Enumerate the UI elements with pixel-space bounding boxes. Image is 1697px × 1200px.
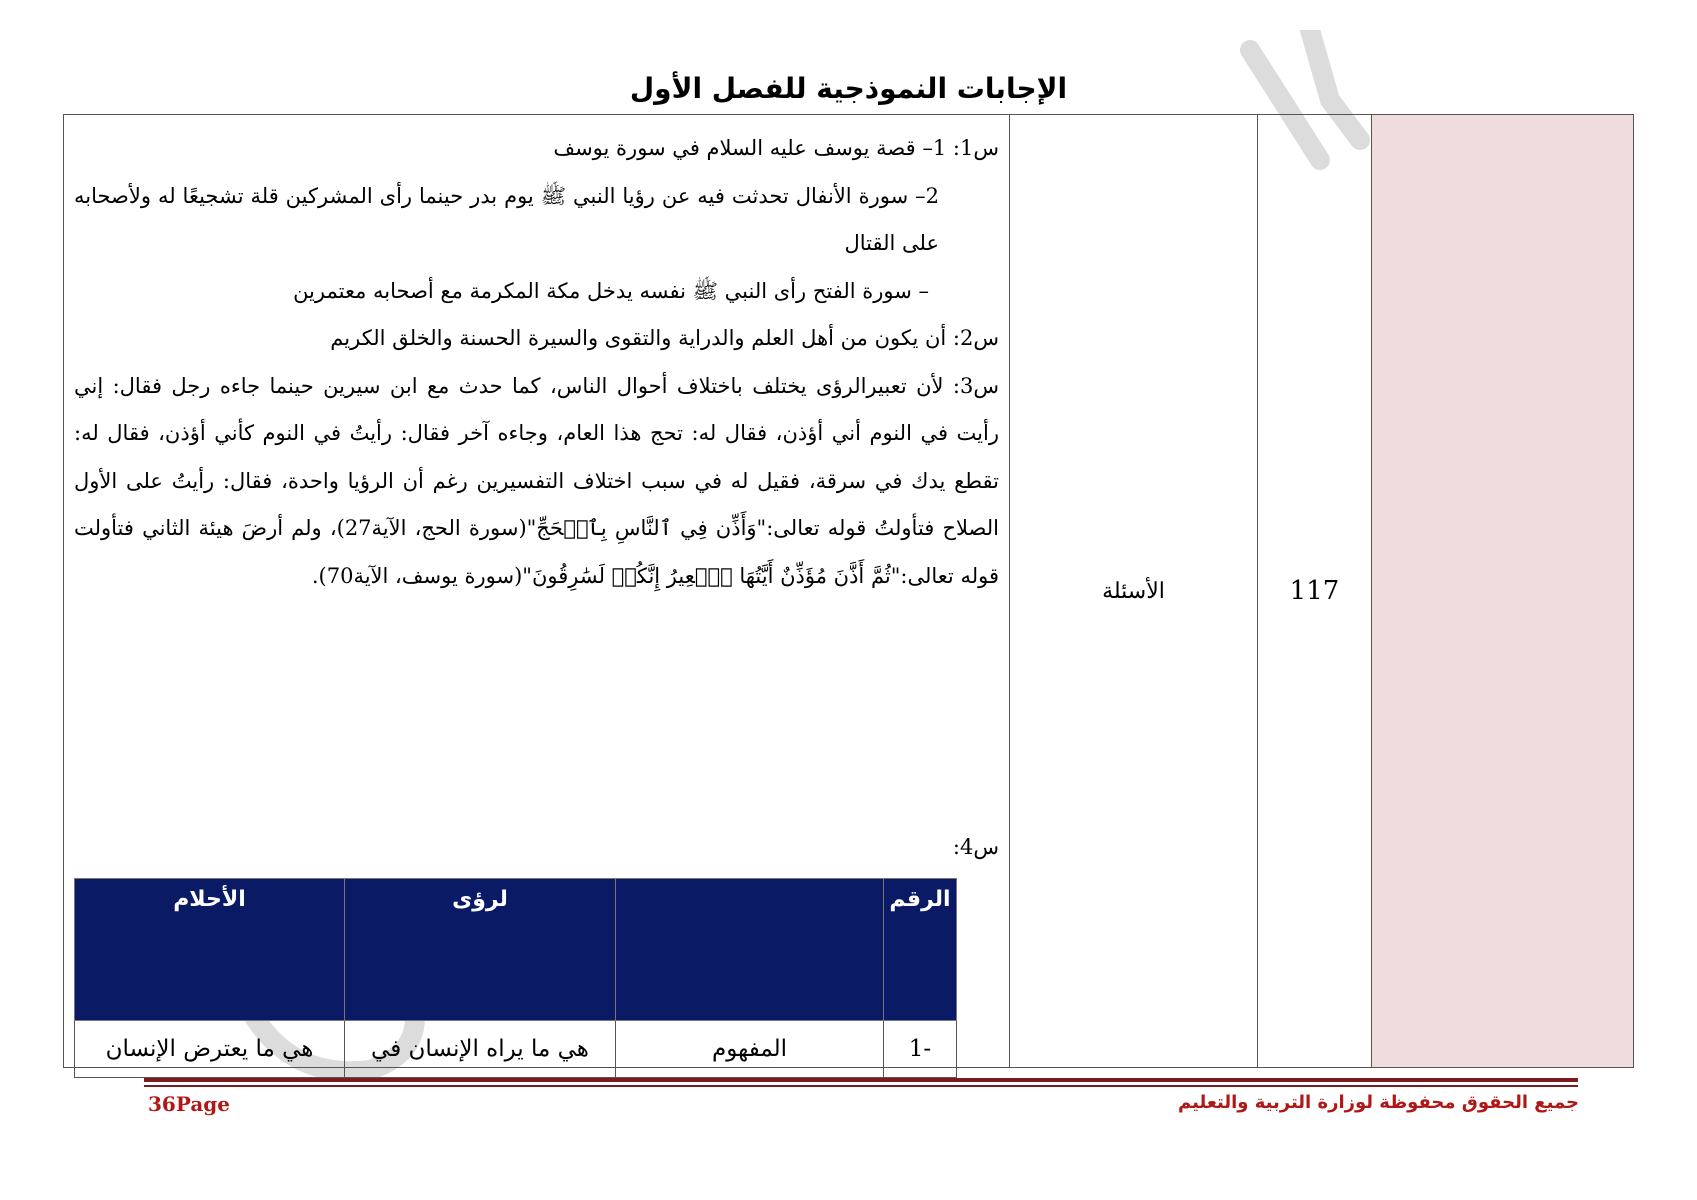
page-title: الإجابات النموذجية للفصل الأول bbox=[629, 72, 1068, 105]
row-term: المفهوم bbox=[616, 1021, 884, 1078]
row-number: -1 bbox=[884, 1021, 957, 1078]
row-visions: هي ما يراه الإنسان في bbox=[345, 1021, 616, 1078]
footer-rights: جميع الحقوق محفوظة لوزارة التربية والتعليم bbox=[1178, 1092, 1579, 1113]
header-number: الرقم bbox=[884, 879, 957, 1021]
answers-cell bbox=[64, 115, 1010, 1068]
answer-q4-label: س4: bbox=[952, 835, 999, 859]
comparison-table bbox=[74, 878, 957, 1078]
header-dreams: الأحلام bbox=[75, 879, 345, 1021]
answer-q1-2: 2– سورة الأنفال تحدثت فيه عن رؤيا النبي ﷺ يوم بدر حينما رأى المشركين قلة تشجيعًا له ولأصحابه على القتال bbox=[74, 183, 939, 255]
table-row bbox=[75, 1021, 957, 1078]
header-blank bbox=[616, 879, 884, 1021]
row-dreams: هي ما يعترض الإنسان bbox=[75, 1021, 345, 1078]
answer-q1-1: س1: 1– قصة يوسف عليه السلام في سورة يوسف bbox=[553, 136, 999, 160]
footer-divider-thin bbox=[144, 1085, 1578, 1087]
page-number-cell: 117 bbox=[1258, 115, 1372, 1068]
footer-divider-thick bbox=[144, 1078, 1578, 1082]
answer-q3: س3: لأن تعبيرالرؤى يختلف باختلاف أحوال الناس، كما حدث مع ابن سيرين حينما جاءه رجل فقال: إني رأيت في النوم أني أؤذن، فقال له: تحج هذا العام، وجاءه آخر فقال: رأيتُ في النوم كأني أؤذن، فقال له: تقطع يدك في سرقة، فقيل له في سبب اختلاف التفسيرين رغم أن الرؤيا واحدة، فقال: رأيتُ على الأول الصلاح فتأولتُ قوله تعالى:"وَأَذِّن فِي ٱلنَّاسِ بِٱلۡحَجِّ"(سورة الحج، الآية27)، ولم أرضَ هيئة الثاني فتأولت قوله تعالى:"ثُمَّ أَذَّنَ مُؤَذِّنٌ أَيَّتُهَا ٱلۡعِيرُ إِنَّكُمۡ لَسَٰرِقُونَ"(سورة يوسف، الآية70). bbox=[74, 373, 999, 588]
answer-q1-3: – سورة الفتح رأى النبي ﷺ نفسه يدخل مكة المكرمة مع أصحابه معتمرين bbox=[293, 278, 929, 303]
header-visions: لرؤى bbox=[345, 879, 616, 1021]
section-cell: الأسئلة bbox=[1010, 115, 1258, 1068]
answer-q2: س2: أن يكون من أهل العلم والدراية والتقوى والسيرة الحسنة والخلق الكريم bbox=[330, 326, 999, 350]
footer-page-number: 36Page bbox=[148, 1092, 231, 1116]
answers-table bbox=[63, 114, 1634, 1068]
answers-text bbox=[64, 115, 1009, 600]
shaded-column bbox=[1372, 115, 1634, 1068]
